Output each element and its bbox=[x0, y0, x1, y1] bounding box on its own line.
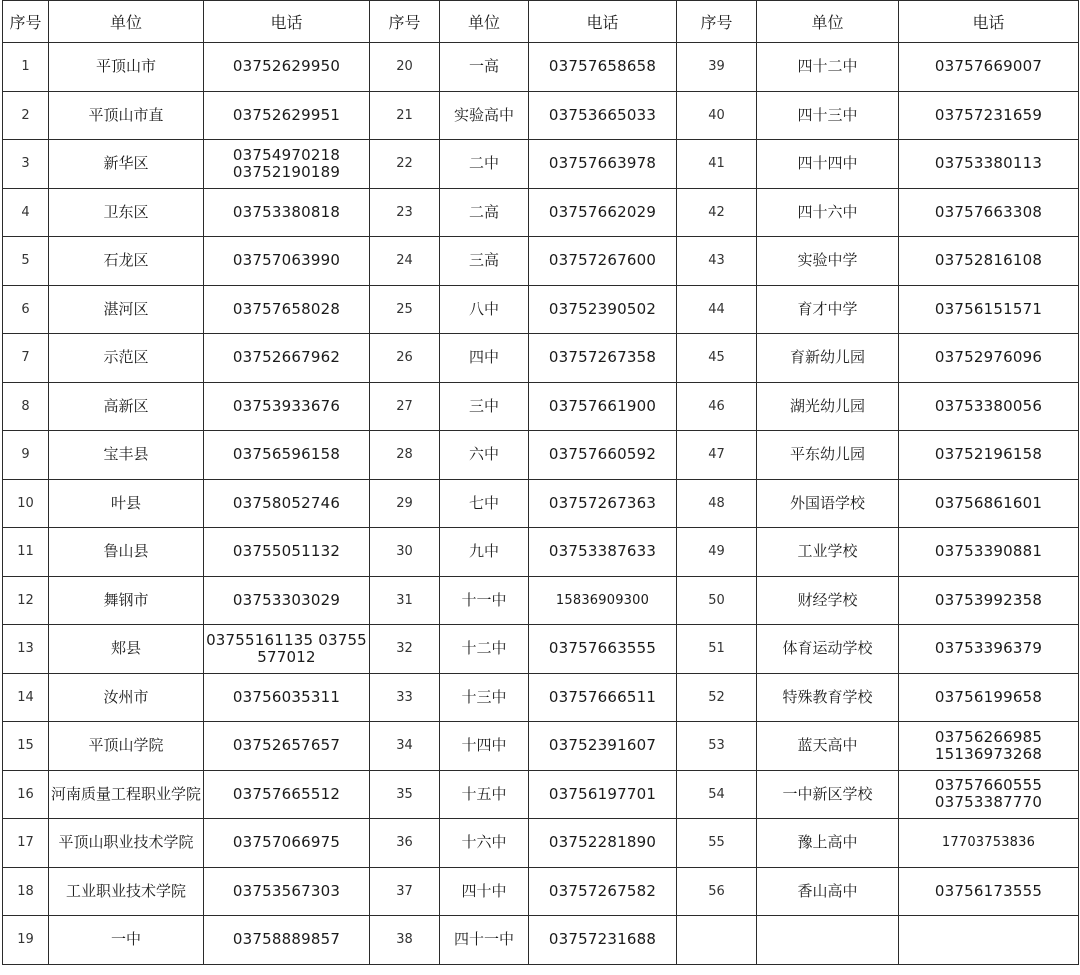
phone-number-cell: 03757658658 bbox=[529, 43, 677, 92]
seq-number-cell: 10 bbox=[3, 479, 49, 528]
unit-name-cell: 石龙区 bbox=[49, 237, 204, 286]
seq-number-cell: 49 bbox=[677, 528, 757, 577]
unit-name-cell bbox=[757, 916, 899, 965]
table-row bbox=[3, 819, 1079, 868]
table-body bbox=[3, 43, 1079, 965]
unit-name-cell: 四十中 bbox=[440, 867, 529, 916]
unit-name-cell: 平顶山职业技术学院 bbox=[49, 819, 204, 868]
table-row bbox=[3, 43, 1079, 92]
phone-number-cell: 03754970218 03752190189 bbox=[204, 140, 370, 189]
phone-number-cell: 03756596158 bbox=[204, 431, 370, 480]
phone-number-cell: 03752281890 bbox=[529, 819, 677, 868]
header-cell: 序号 bbox=[370, 1, 440, 43]
seq-number-cell: 32 bbox=[370, 625, 440, 674]
unit-name-cell: 工业学校 bbox=[757, 528, 899, 577]
phone-number-cell: 03756151571 bbox=[899, 285, 1079, 334]
seq-number-cell: 2 bbox=[3, 91, 49, 140]
phone-number-cell: 03756173555 bbox=[899, 867, 1079, 916]
unit-name-cell: 二高 bbox=[440, 188, 529, 237]
phone-directory-table bbox=[2, 0, 1079, 965]
phone-number-cell: 03753992358 bbox=[899, 576, 1079, 625]
phone-number-cell: 03752390502 bbox=[529, 285, 677, 334]
unit-name-cell: 舞钢市 bbox=[49, 576, 204, 625]
unit-name-cell: 四十二中 bbox=[757, 43, 899, 92]
phone-number-cell: 03758052746 bbox=[204, 479, 370, 528]
table-row bbox=[3, 528, 1079, 577]
seq-number-cell: 55 bbox=[677, 819, 757, 868]
seq-number-cell: 19 bbox=[3, 916, 49, 965]
table-row bbox=[3, 479, 1079, 528]
header-cell: 单位 bbox=[757, 1, 899, 43]
seq-number-cell: 56 bbox=[677, 867, 757, 916]
unit-name-cell: 育新幼儿园 bbox=[757, 334, 899, 383]
unit-name-cell: 实验高中 bbox=[440, 91, 529, 140]
seq-number-cell: 20 bbox=[370, 43, 440, 92]
phone-number-cell: 03753387633 bbox=[529, 528, 677, 577]
phone-number-cell: 03757267358 bbox=[529, 334, 677, 383]
phone-number-cell: 03752976096 bbox=[899, 334, 1079, 383]
table-row bbox=[3, 916, 1079, 965]
unit-name-cell: 财经学校 bbox=[757, 576, 899, 625]
phone-number-cell: 03756035311 bbox=[204, 673, 370, 722]
phone-number-cell: 03753380113 bbox=[899, 140, 1079, 189]
seq-number-cell: 54 bbox=[677, 770, 757, 819]
unit-name-cell: 高新区 bbox=[49, 382, 204, 431]
phone-number-cell: 03752391607 bbox=[529, 722, 677, 771]
table-row bbox=[3, 237, 1079, 286]
unit-name-cell: 湖光幼儿园 bbox=[757, 382, 899, 431]
unit-name-cell: 鲁山县 bbox=[49, 528, 204, 577]
phone-number-cell bbox=[899, 916, 1079, 965]
unit-name-cell: 一中新区学校 bbox=[757, 770, 899, 819]
seq-number-cell: 34 bbox=[370, 722, 440, 771]
seq-number-cell: 35 bbox=[370, 770, 440, 819]
seq-number-cell: 13 bbox=[3, 625, 49, 674]
phone-number-cell: 17703753836 bbox=[899, 819, 1079, 868]
unit-name-cell: 郏县 bbox=[49, 625, 204, 674]
unit-name-cell: 十二中 bbox=[440, 625, 529, 674]
phone-number-cell: 03757669007 bbox=[899, 43, 1079, 92]
header-row bbox=[3, 1, 1079, 43]
seq-number-cell: 26 bbox=[370, 334, 440, 383]
table-row bbox=[3, 91, 1079, 140]
unit-name-cell: 四十四中 bbox=[757, 140, 899, 189]
unit-name-cell: 四十三中 bbox=[757, 91, 899, 140]
phone-number-cell: 03752667962 bbox=[204, 334, 370, 383]
seq-number-cell: 9 bbox=[3, 431, 49, 480]
seq-number-cell: 1 bbox=[3, 43, 49, 92]
phone-number-cell: 03756861601 bbox=[899, 479, 1079, 528]
seq-number-cell: 46 bbox=[677, 382, 757, 431]
unit-name-cell: 平顶山市直 bbox=[49, 91, 204, 140]
unit-name-cell: 十三中 bbox=[440, 673, 529, 722]
unit-name-cell: 特殊教育学校 bbox=[757, 673, 899, 722]
unit-name-cell: 十一中 bbox=[440, 576, 529, 625]
phone-number-cell: 03756199658 bbox=[899, 673, 1079, 722]
seq-number-cell: 48 bbox=[677, 479, 757, 528]
unit-name-cell: 二中 bbox=[440, 140, 529, 189]
unit-name-cell: 新华区 bbox=[49, 140, 204, 189]
phone-number-cell: 03753380056 bbox=[899, 382, 1079, 431]
phone-number-cell: 03757663308 bbox=[899, 188, 1079, 237]
phone-number-cell: 03757267600 bbox=[529, 237, 677, 286]
seq-number-cell: 47 bbox=[677, 431, 757, 480]
table-row bbox=[3, 188, 1079, 237]
unit-name-cell: 十四中 bbox=[440, 722, 529, 771]
unit-name-cell: 体育运动学校 bbox=[757, 625, 899, 674]
unit-name-cell: 湛河区 bbox=[49, 285, 204, 334]
unit-name-cell: 六中 bbox=[440, 431, 529, 480]
seq-number-cell: 30 bbox=[370, 528, 440, 577]
seq-number-cell: 3 bbox=[3, 140, 49, 189]
unit-name-cell: 四中 bbox=[440, 334, 529, 383]
table-row bbox=[3, 334, 1079, 383]
phone-number-cell: 15836909300 bbox=[529, 576, 677, 625]
phone-number-cell: 03757267582 bbox=[529, 867, 677, 916]
seq-number-cell: 45 bbox=[677, 334, 757, 383]
seq-number-cell: 4 bbox=[3, 188, 49, 237]
unit-name-cell: 河南质量工程职业学院 bbox=[49, 770, 204, 819]
table-row bbox=[3, 382, 1079, 431]
header-cell: 电话 bbox=[204, 1, 370, 43]
unit-name-cell: 一中 bbox=[49, 916, 204, 965]
seq-number-cell: 28 bbox=[370, 431, 440, 480]
unit-name-cell: 外国语学校 bbox=[757, 479, 899, 528]
seq-number-cell: 33 bbox=[370, 673, 440, 722]
seq-number-cell: 8 bbox=[3, 382, 49, 431]
table-row bbox=[3, 722, 1079, 771]
phone-number-cell: 03757665512 bbox=[204, 770, 370, 819]
seq-number-cell: 39 bbox=[677, 43, 757, 92]
phone-number-cell: 03752629950 bbox=[204, 43, 370, 92]
phone-number-cell: 03757663978 bbox=[529, 140, 677, 189]
phone-number-cell: 03757658028 bbox=[204, 285, 370, 334]
seq-number-cell: 41 bbox=[677, 140, 757, 189]
unit-name-cell: 平顶山学院 bbox=[49, 722, 204, 771]
phone-number-cell: 03757231659 bbox=[899, 91, 1079, 140]
phone-number-cell: 03752196158 bbox=[899, 431, 1079, 480]
seq-number-cell: 11 bbox=[3, 528, 49, 577]
phone-number-cell: 03755161135 03755 577012 bbox=[204, 625, 370, 674]
unit-name-cell: 卫东区 bbox=[49, 188, 204, 237]
unit-name-cell: 平东幼儿园 bbox=[757, 431, 899, 480]
phone-number-cell: 03753396379 bbox=[899, 625, 1079, 674]
seq-number-cell: 52 bbox=[677, 673, 757, 722]
phone-number-cell: 03758889857 bbox=[204, 916, 370, 965]
unit-name-cell: 育才中学 bbox=[757, 285, 899, 334]
seq-number-cell: 53 bbox=[677, 722, 757, 771]
unit-name-cell: 叶县 bbox=[49, 479, 204, 528]
table-row bbox=[3, 431, 1079, 480]
phone-number-cell: 03757231688 bbox=[529, 916, 677, 965]
table-row bbox=[3, 867, 1079, 916]
header-cell: 序号 bbox=[677, 1, 757, 43]
header-cell: 单位 bbox=[440, 1, 529, 43]
seq-number-cell: 18 bbox=[3, 867, 49, 916]
unit-name-cell: 四十六中 bbox=[757, 188, 899, 237]
unit-name-cell: 九中 bbox=[440, 528, 529, 577]
table-row bbox=[3, 673, 1079, 722]
table-row bbox=[3, 625, 1079, 674]
header-cell: 电话 bbox=[899, 1, 1079, 43]
seq-number-cell: 25 bbox=[370, 285, 440, 334]
unit-name-cell: 豫上高中 bbox=[757, 819, 899, 868]
unit-name-cell: 三高 bbox=[440, 237, 529, 286]
seq-number-cell: 36 bbox=[370, 819, 440, 868]
unit-name-cell: 汝州市 bbox=[49, 673, 204, 722]
unit-name-cell: 四十一中 bbox=[440, 916, 529, 965]
phone-number-cell: 03757267363 bbox=[529, 479, 677, 528]
seq-number-cell: 40 bbox=[677, 91, 757, 140]
seq-number-cell: 15 bbox=[3, 722, 49, 771]
table-row bbox=[3, 285, 1079, 334]
table-row bbox=[3, 576, 1079, 625]
seq-number-cell: 22 bbox=[370, 140, 440, 189]
unit-name-cell: 工业职业技术学院 bbox=[49, 867, 204, 916]
unit-name-cell: 三中 bbox=[440, 382, 529, 431]
phone-number-cell: 03753380818 bbox=[204, 188, 370, 237]
phone-number-cell: 03752657657 bbox=[204, 722, 370, 771]
phone-number-cell: 03757660555 03753387770 bbox=[899, 770, 1079, 819]
unit-name-cell: 宝丰县 bbox=[49, 431, 204, 480]
seq-number-cell: 5 bbox=[3, 237, 49, 286]
phone-number-cell: 03757661900 bbox=[529, 382, 677, 431]
seq-number-cell: 27 bbox=[370, 382, 440, 431]
phone-number-cell: 03753390881 bbox=[899, 528, 1079, 577]
unit-name-cell: 香山高中 bbox=[757, 867, 899, 916]
seq-number-cell: 7 bbox=[3, 334, 49, 383]
table-row bbox=[3, 770, 1079, 819]
phone-number-cell: 03757663555 bbox=[529, 625, 677, 674]
seq-number-cell: 23 bbox=[370, 188, 440, 237]
phone-number-cell: 03757063990 bbox=[204, 237, 370, 286]
seq-number-cell: 21 bbox=[370, 91, 440, 140]
unit-name-cell: 八中 bbox=[440, 285, 529, 334]
seq-number-cell: 29 bbox=[370, 479, 440, 528]
phone-number-cell: 03757066975 bbox=[204, 819, 370, 868]
phone-number-cell: 03755051132 bbox=[204, 528, 370, 577]
phone-number-cell: 03757662029 bbox=[529, 188, 677, 237]
unit-name-cell: 一高 bbox=[440, 43, 529, 92]
header-cell: 序号 bbox=[3, 1, 49, 43]
seq-number-cell: 38 bbox=[370, 916, 440, 965]
seq-number-cell: 43 bbox=[677, 237, 757, 286]
unit-name-cell: 平顶山市 bbox=[49, 43, 204, 92]
seq-number-cell: 24 bbox=[370, 237, 440, 286]
seq-number-cell: 37 bbox=[370, 867, 440, 916]
unit-name-cell: 七中 bbox=[440, 479, 529, 528]
seq-number-cell: 17 bbox=[3, 819, 49, 868]
seq-number-cell: 44 bbox=[677, 285, 757, 334]
unit-name-cell: 实验中学 bbox=[757, 237, 899, 286]
unit-name-cell: 示范区 bbox=[49, 334, 204, 383]
seq-number-cell: 12 bbox=[3, 576, 49, 625]
table-row bbox=[3, 140, 1079, 189]
seq-number-cell: 14 bbox=[3, 673, 49, 722]
unit-name-cell: 十五中 bbox=[440, 770, 529, 819]
seq-number-cell bbox=[677, 916, 757, 965]
seq-number-cell: 42 bbox=[677, 188, 757, 237]
seq-number-cell: 6 bbox=[3, 285, 49, 334]
seq-number-cell: 50 bbox=[677, 576, 757, 625]
phone-number-cell: 03757666511 bbox=[529, 673, 677, 722]
header-cell: 单位 bbox=[49, 1, 204, 43]
phone-number-cell: 03752629951 bbox=[204, 91, 370, 140]
seq-number-cell: 16 bbox=[3, 770, 49, 819]
unit-name-cell: 蓝天高中 bbox=[757, 722, 899, 771]
phone-number-cell: 03753665033 bbox=[529, 91, 677, 140]
phone-number-cell: 03756266985 15136973268 bbox=[899, 722, 1079, 771]
phone-number-cell: 03752816108 bbox=[899, 237, 1079, 286]
phone-number-cell: 03753567303 bbox=[204, 867, 370, 916]
phone-number-cell: 03753303029 bbox=[204, 576, 370, 625]
seq-number-cell: 51 bbox=[677, 625, 757, 674]
unit-name-cell: 十六中 bbox=[440, 819, 529, 868]
phone-number-cell: 03757660592 bbox=[529, 431, 677, 480]
phone-number-cell: 03756197701 bbox=[529, 770, 677, 819]
phone-number-cell: 03753933676 bbox=[204, 382, 370, 431]
seq-number-cell: 31 bbox=[370, 576, 440, 625]
header-cell: 电话 bbox=[529, 1, 677, 43]
